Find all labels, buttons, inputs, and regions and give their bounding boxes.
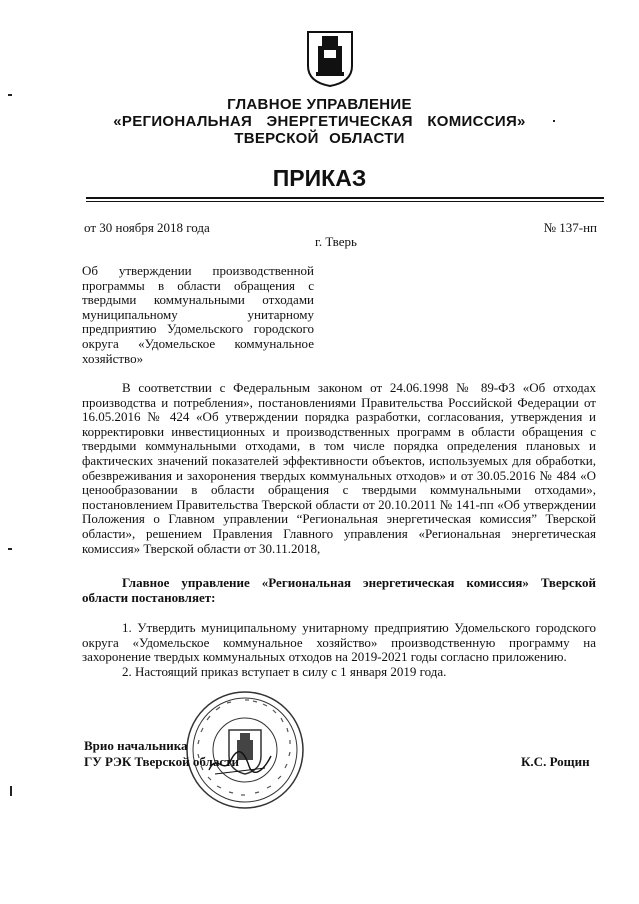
scan-margin-mark — [8, 94, 12, 96]
scan-margin-mark — [8, 548, 12, 550]
signatory-position-line-2: ГУ РЭК Тверской области — [84, 754, 239, 769]
order-number: № 137-нп — [543, 220, 597, 235]
scan-margin-mark — [10, 786, 12, 796]
org-name-line-3: ТВЕРСКОЙ ОБЛАСТИ — [234, 130, 405, 147]
resolution-paragraph: Главное управление «Региональная энергетическая комиссия» Тверской области постановляет: — [82, 575, 596, 605]
scan-speck — [553, 120, 555, 122]
org-name-line-2: «РЕГИОНАЛЬНАЯ ЭНЕРГЕТИЧЕСКАЯ КОМИССИЯ» — [113, 113, 526, 130]
order-city: г. Тверь — [315, 234, 357, 249]
signatory-position-line-1: Врио начальника — [84, 738, 188, 753]
preamble-paragraph: В соответствии с Федеральным законом от 24.06.1998 № 89-ФЗ «Об отходах производства и потребления», постановлениями Правительства Российской Федерации от 16.05.2016 № 424 «Об утверждении порядка разработки, согласования, утверждения и корректировки инвестиционных и производственных программ в области обращения с твердыми коммунальными отходами, в том числе порядка определения плановых и фактических значений показателей эффективности объектов, используемых для обработки, обезвреживания и захоронения твердых коммунальных отходов» и от 30.05.2016 № 484 «О ценообразовании в области обращения с твердыми коммунальными отходами», постановлением Правительства Тверской области от 20.10.2011 № 141-пп «Об утверждении Положения о Главном управлении “Региональная энергетическая комиссия” Тверской области», решением Правления Главного управления «Региональная энергетическая комиссия» Тверской области от 30.11.2018, — [82, 380, 596, 556]
coat-of-arms-emblem — [305, 30, 355, 88]
header-divider — [86, 197, 604, 199]
header-divider-thin — [86, 201, 604, 202]
order-subject: Об утверждении производственной программы в области обращения с твердыми коммунальными отходами муниципальному унитарному предприятию Удомельского городского округа «Удомельское коммунальное хозяйство» — [82, 263, 314, 366]
document-title: ПРИКАЗ — [272, 165, 367, 191]
signatory-name: К.С. Рощин — [521, 754, 590, 769]
org-name-line-1: ГЛАВНОЕ УПРАВЛЕНИЕ — [227, 96, 412, 113]
order-item-2: 2. Настоящий приказ вступает в силу с 1 января 2019 года. — [122, 664, 447, 679]
order-item-1: 1. Утвердить муниципальному унитарному предприятию Удомельского городского округа «Удомельское коммунальное хозяйство» производственную программу на захоронение твердых коммунальных отходов на 2019-2021 годы согласно приложению. — [82, 620, 596, 665]
order-date: от 30 ноября 2018 года — [84, 220, 210, 235]
